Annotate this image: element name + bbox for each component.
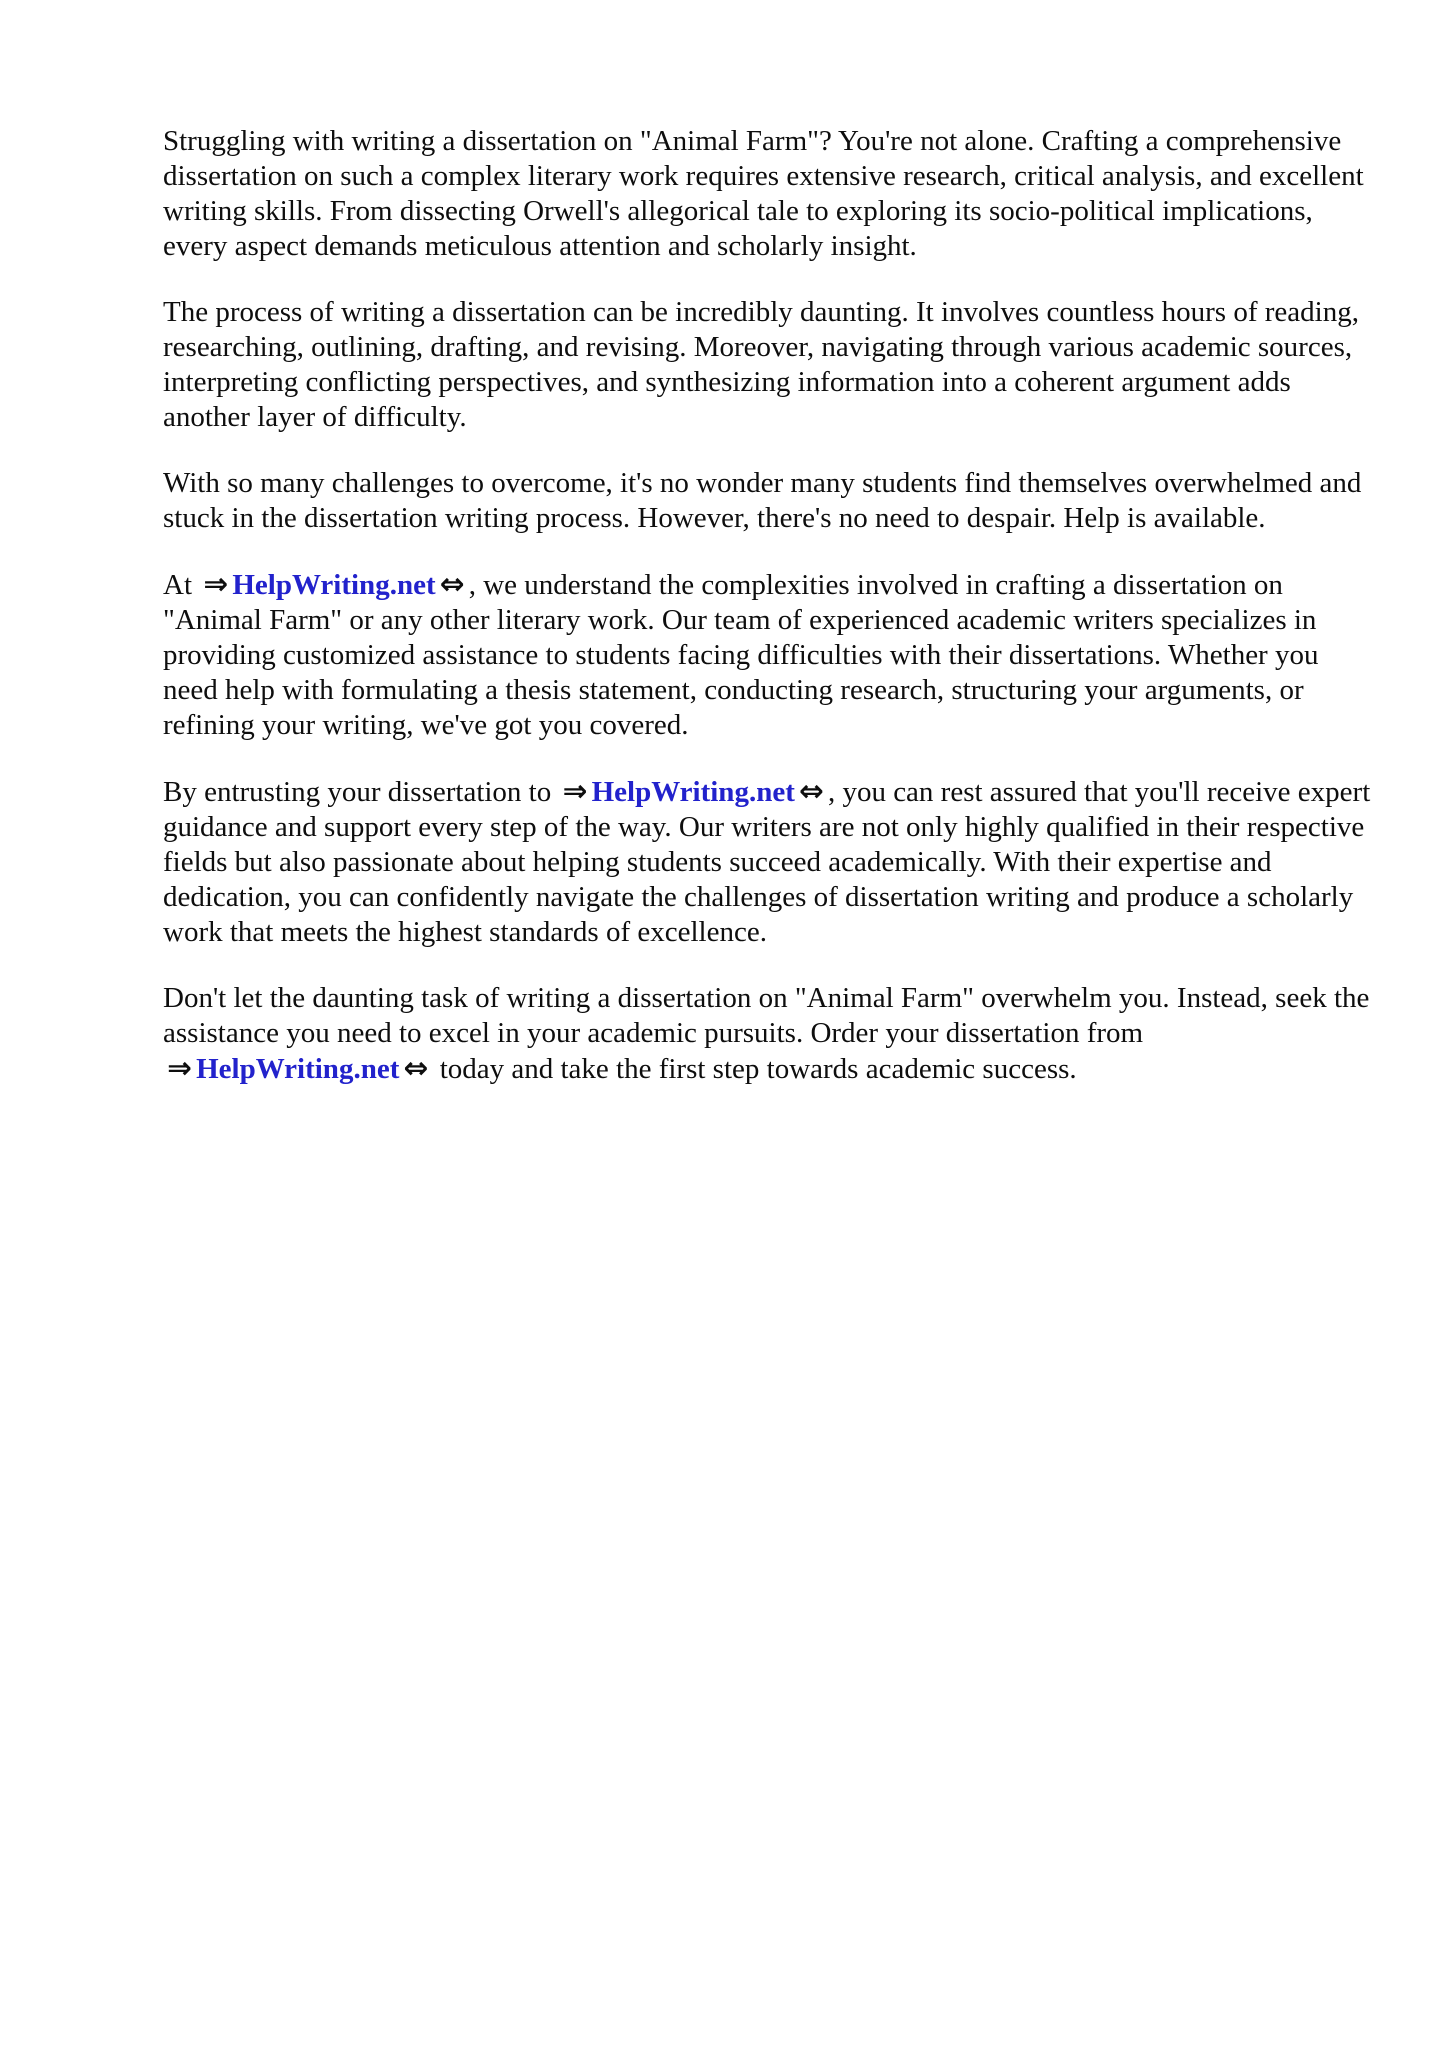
paragraph-text: , you can rest assured that you'll receive expert guidance and support every step of the way. Our writers are not only highly qualified in their respective fields but also passionate about helping students succeed academically. With their expertise and dedication, you can confidently navigate the challenges of dissertation writing and produce a scholarly work that meets the highest standards of excellence. [163, 776, 1371, 948]
paragraph-text: today and take the first step towards academic success. [432, 1053, 1077, 1085]
arrow-right-icon: ⇒ [203, 567, 229, 601]
paragraph [163, 466, 1378, 536]
paragraph [163, 124, 1378, 264]
paragraph-text: , we understand the complexities involved in crafting a dissertation on "Animal Farm" or any other literary work. Our team of experienced academic writers specializes in providing customized assistance to students facing difficulties with their dissertations. Whether you need help with formulating a thesis statement, conducting research, structuring your arguments, or refining your writing, we've got you covered. [163, 569, 1319, 741]
paragraph [163, 774, 1378, 950]
arrow-right-icon: ⇒ [562, 774, 588, 808]
helpwriting-link[interactable]: HelpWriting.net [591, 776, 795, 808]
paragraph-text: By entrusting your dissertation to [163, 776, 559, 808]
paragraph-text: Struggling with writing a dissertation on "Animal Farm"? You're not alone. Crafting a comprehensive dissertation on such a complex literary work requires extensive research, critical analysis, and excellent writing skills. From dissecting Orwell's allegorical tale to exploring its socio-political implications, every aspect demands meticulous attention and scholarly insight. [163, 125, 1364, 262]
paragraph-text: At [163, 569, 200, 601]
arrow-left-right-icon: ⇔ [439, 567, 465, 601]
paragraph [163, 981, 1378, 1087]
paragraph [163, 295, 1378, 435]
paragraph [163, 567, 1378, 743]
paragraph-text: Don't let the daunting task of writing a dissertation on "Animal Farm" overwhelm you. Instead, seek the assistance you need to excel in your academic pursuits. Order your dissertation from [163, 982, 1370, 1049]
arrow-left-right-icon: ⇔ [799, 774, 824, 808]
paragraph-text: With so many challenges to overcome, it's no wonder many students find themselves overwhelmed and stuck in the dissertation writing process. However, there's no need to despair. Help is available. [163, 467, 1362, 534]
paragraph-text: The process of writing a dissertation can be incredibly daunting. It involves countless hours of reading, researching, outlining, drafting, and revising. Moreover, navigating through various academic sources, interpreting conflicting perspectives, and synthesizing information into a coherent argument adds another layer of difficulty. [163, 296, 1359, 433]
helpwriting-link[interactable]: HelpWriting.net [232, 569, 436, 601]
helpwriting-link[interactable]: HelpWriting.net [196, 1053, 400, 1085]
arrow-left-right-icon: ⇔ [403, 1051, 429, 1085]
arrow-right-icon: ⇒ [167, 1051, 192, 1085]
